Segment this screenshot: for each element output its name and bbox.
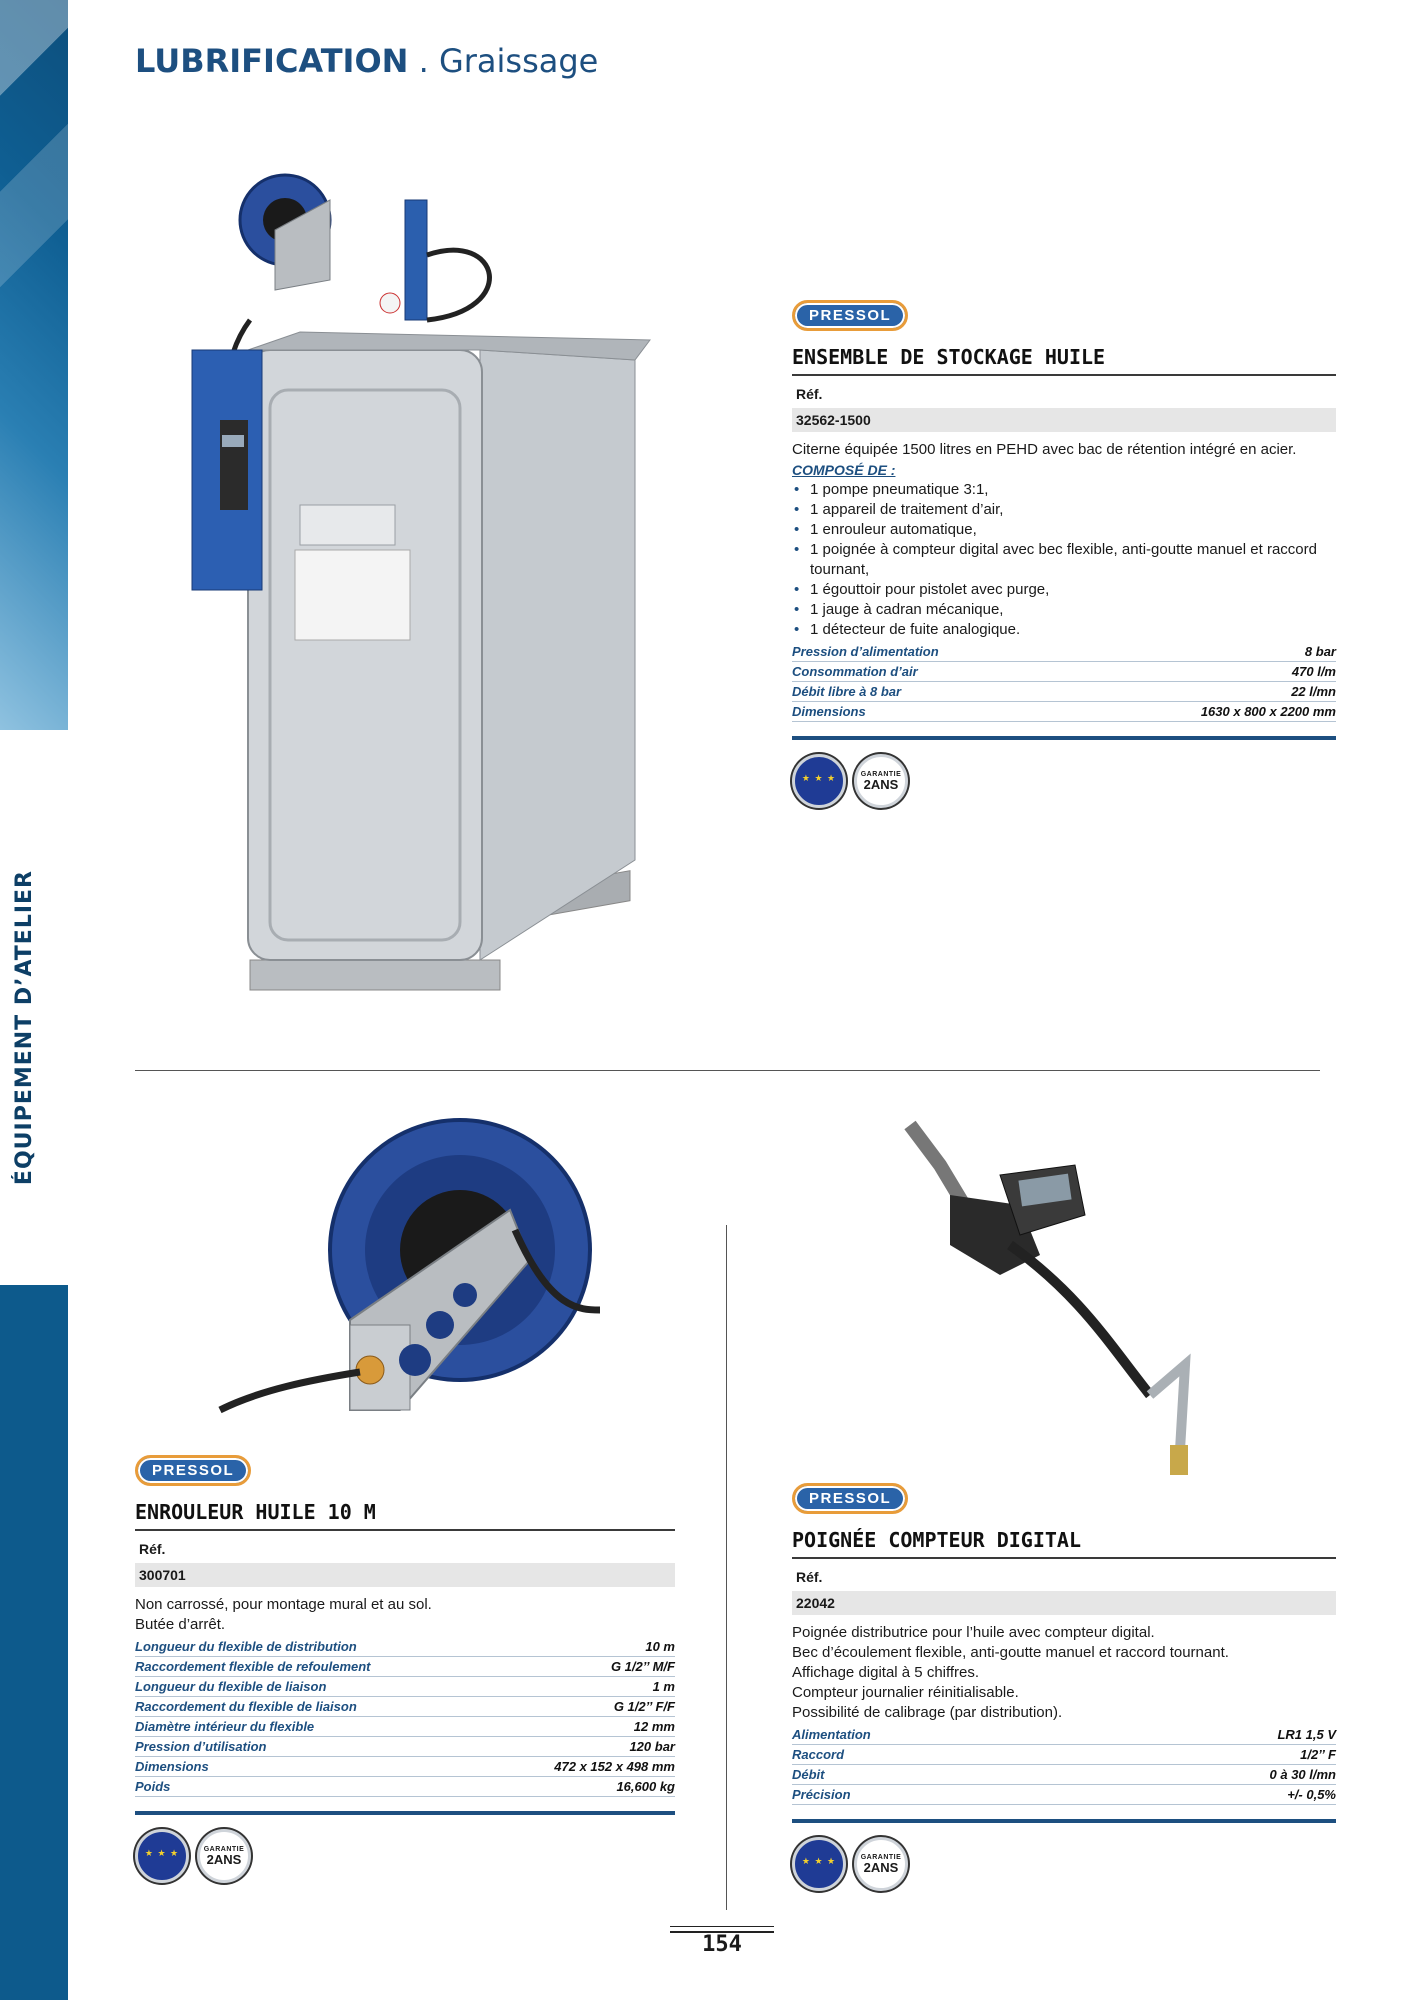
spec-key: Poids (135, 1779, 171, 1794)
spec-row (135, 1737, 675, 1757)
spec-key: Raccordement flexible de refoulement (135, 1659, 371, 1674)
product-digital-nozzle (792, 1483, 1336, 1891)
list-item: • 1 jauge à cadran mécanique, (808, 600, 1336, 620)
sidebar-pattern (0, 0, 68, 730)
description-line: Poignée distributrice pour l’huile avec compteur digital. (792, 1624, 1155, 1641)
guarantee-badge (854, 1837, 908, 1891)
spec-row (135, 1677, 675, 1697)
brand-badge: PRESSOL (792, 1483, 908, 1514)
horizontal-divider (135, 1070, 1320, 1071)
spec-key: Alimentation (792, 1727, 871, 1742)
spec-key: Dimensions (792, 704, 866, 719)
eu-flag-icon (792, 1837, 846, 1891)
spec-key: Pression d’alimentation (792, 644, 939, 659)
spec-value: 1 m (652, 1679, 675, 1694)
spec-value: G 1/2’’ M/F (610, 1659, 675, 1674)
spec-value: 22 l/mn (1291, 684, 1336, 699)
guarantee-top: GARANTIE (860, 771, 902, 778)
spec-table (792, 642, 1336, 722)
spec-row (135, 1637, 675, 1657)
description-line: Compteur journalier réinitialisable. (792, 1684, 1019, 1701)
spec-key: Longueur du flexible de distribution (135, 1639, 357, 1654)
ref-value: 22042 (792, 1591, 1336, 1615)
product-description (792, 440, 1336, 640)
spec-row (792, 1785, 1336, 1805)
spec-key: Raccord (792, 1747, 845, 1762)
spec-row (792, 702, 1336, 722)
spec-value: 0 à 30 l/mn (1269, 1767, 1336, 1782)
guarantee-badge (854, 754, 908, 808)
guarantee-badge (197, 1829, 251, 1883)
spec-key: Raccordement du flexible de liaison (135, 1699, 357, 1714)
list-item: • 1 pompe pneumatique 3:1, (808, 480, 1336, 500)
product-title: ENSEMBLE DE STOCKAGE HUILE (792, 345, 1336, 376)
spec-value: 12 mm (633, 1719, 675, 1734)
brand-badge: PRESSOL (792, 300, 908, 331)
product-description (792, 1623, 1336, 1723)
spec-row (135, 1777, 675, 1797)
spec-row (792, 662, 1336, 682)
badges (792, 754, 1336, 808)
ref-value: 32562-1500 (792, 408, 1336, 432)
product-hose-reel (135, 1455, 675, 1883)
guarantee-top: GARANTIE (860, 1854, 902, 1861)
guarantee-top: GARANTIE (203, 1846, 245, 1853)
composition-list (792, 480, 1336, 640)
block-rule (792, 1819, 1336, 1823)
brand-badge: PRESSOL (135, 1455, 251, 1486)
spec-value: 1630 x 800 x 2200 mm (1200, 704, 1336, 719)
description-line: Affichage digital à 5 chiffres. (792, 1664, 980, 1681)
spec-table (135, 1637, 675, 1797)
list-item: • 1 détecteur de fuite analogique. (808, 620, 1336, 640)
page-number: 154 (702, 1932, 742, 1957)
spec-key: Débit (792, 1767, 825, 1782)
composition-title: COMPOSÉ DE : (792, 462, 896, 478)
product-title: ENROULEUR HUILE 10 M (135, 1500, 675, 1531)
spec-row (792, 1725, 1336, 1745)
spec-row (792, 1745, 1336, 1765)
product-storage-set (792, 300, 1336, 808)
list-item: • 1 poignée à compteur digital avec bec flexible, anti-goutte manuel et raccord tournant, (808, 540, 1336, 580)
page-title-separator: . (408, 42, 439, 80)
spec-row (135, 1757, 675, 1777)
spec-key: Dimensions (135, 1759, 209, 1774)
spec-key: Consommation d’air (792, 664, 918, 679)
spec-value: 472 x 152 x 498 mm (554, 1759, 675, 1774)
guarantee-bottom: 2ANS (206, 1852, 242, 1867)
storage-tank-image (180, 160, 660, 1040)
spec-key: Précision (792, 1787, 851, 1802)
spec-value: 470 l/m (1291, 664, 1336, 679)
spec-row (792, 642, 1336, 662)
spec-key: Diamètre intérieur du flexible (135, 1719, 315, 1734)
spec-value: +/- 0,5% (1287, 1787, 1336, 1802)
spec-value: G 1/2’’ F/F (613, 1699, 675, 1714)
badges (135, 1829, 675, 1883)
spec-row (135, 1657, 675, 1677)
description-line: Butée d’arrêt. (135, 1616, 226, 1633)
eu-flag-icon (792, 754, 846, 808)
list-item: • 1 enrouleur automatique, (808, 520, 1336, 540)
product-title: POIGNÉE COMPTEUR DIGITAL (792, 1528, 1336, 1559)
badges (792, 1837, 1336, 1891)
list-item: • 1 égouttoir pour pistolet avec purge, (808, 580, 1336, 600)
ref-label: Réf. (139, 1541, 166, 1557)
spec-row (135, 1697, 675, 1717)
description-line: Citerne équipée 1500 litres en PEHD avec bac de rétention intégré en acier. (792, 441, 1297, 458)
vertical-divider (726, 1225, 727, 1910)
description-line: Possibilité de calibrage (par distribution). (792, 1704, 1063, 1721)
guarantee-bottom: 2ANS (863, 777, 899, 792)
description-line: Bec d’écoulement flexible, anti-goutte manuel et raccord tournant. (792, 1644, 1229, 1661)
spec-value: 8 bar (1304, 644, 1336, 659)
spec-value: 1/2’’ F (1300, 1747, 1336, 1762)
hose-reel-image (200, 1110, 630, 1450)
ref-label: Réf. (796, 1569, 823, 1585)
spec-row (792, 1765, 1336, 1785)
spec-value: 120 bar (629, 1739, 675, 1754)
block-rule (792, 736, 1336, 740)
spec-row (135, 1717, 675, 1737)
guarantee-bottom: 2ANS (863, 1860, 899, 1875)
digital-nozzle-image (880, 1105, 1220, 1505)
spec-row (792, 682, 1336, 702)
spec-value: LR1 1,5 V (1277, 1727, 1336, 1742)
sidebar-section-label: ÉQUIPEMENT D’ATELIER (12, 870, 37, 1186)
spec-key: Longueur du flexible de liaison (135, 1679, 327, 1694)
block-rule (135, 1811, 675, 1815)
eu-flag-icon (135, 1829, 189, 1883)
page-title-sub: Graissage (438, 42, 599, 80)
list-item: • 1 appareil de traitement d’air, (808, 500, 1336, 520)
spec-table (792, 1725, 1336, 1805)
product-description (135, 1595, 675, 1635)
spec-key: Pression d’utilisation (135, 1739, 267, 1754)
spec-value: 10 m (645, 1639, 675, 1654)
spec-key: Débit libre à 8 bar (792, 684, 902, 699)
page-title (135, 42, 598, 80)
ref-value: 300701 (135, 1563, 675, 1587)
spec-value: 16,600 kg (616, 1779, 675, 1794)
ref-label: Réf. (796, 386, 823, 402)
description-line: Non carrossé, pour montage mural et au sol. (135, 1596, 432, 1613)
page-title-main: LUBRIFICATION (135, 42, 409, 80)
